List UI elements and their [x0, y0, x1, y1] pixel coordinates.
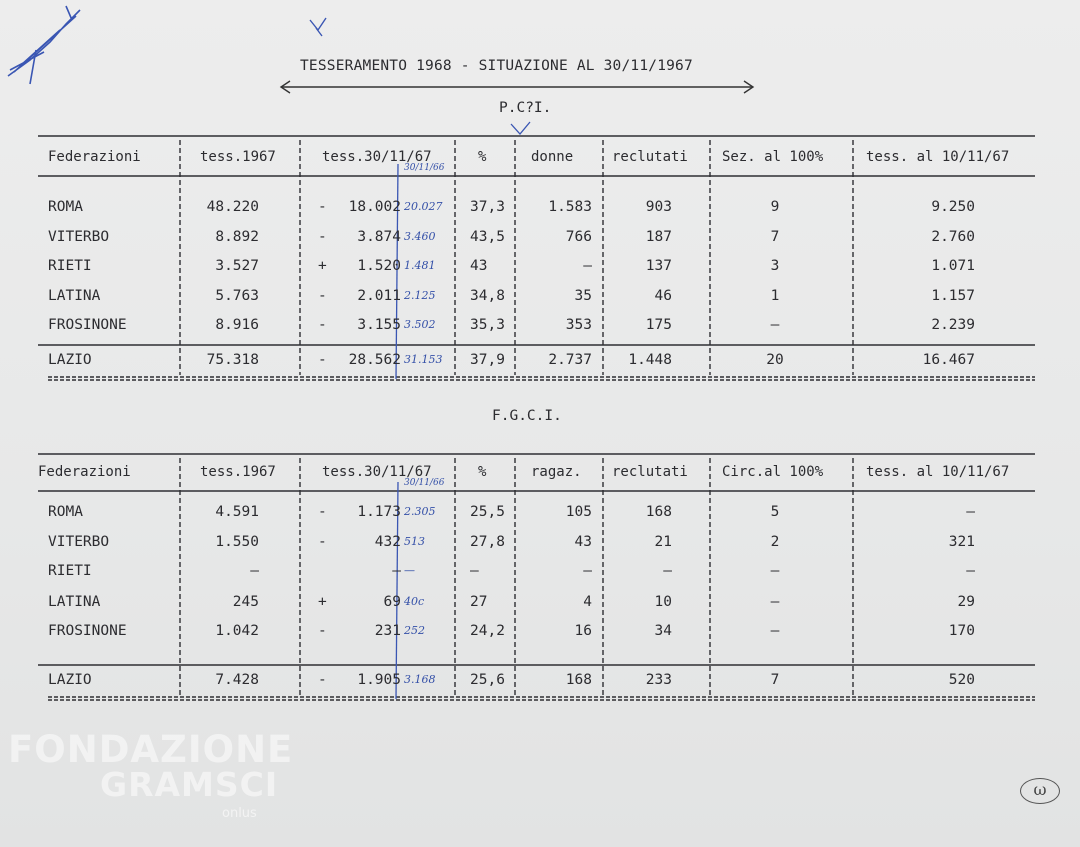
- row-0-sez: 5: [770, 504, 780, 520]
- total-row-federation: LAZIO: [48, 672, 92, 688]
- row-2-tess1967: 3.527: [215, 258, 259, 274]
- pen-header-note: 30/11/66: [404, 478, 445, 488]
- row-3-federation: LATINA: [48, 288, 101, 304]
- row-2-pen-note: 1.481: [404, 259, 436, 272]
- row-4-tess1967: 1.042: [215, 623, 259, 639]
- row-1-sez: 7: [770, 229, 780, 245]
- column-header-5: reclutati: [612, 464, 688, 480]
- column-header-7: tess. al 10/11/67: [866, 149, 1010, 165]
- row-4-t10: 170: [948, 623, 975, 639]
- row-2-sign: +: [318, 258, 327, 274]
- row-4-pct: 35,3: [470, 317, 505, 333]
- row-2-federation: RIETI: [48, 258, 92, 274]
- row-0-b: 105: [565, 504, 592, 520]
- row-2-b: –: [583, 258, 592, 274]
- row-0-federation: ROMA: [48, 199, 83, 215]
- row-0-rec: 168: [645, 504, 672, 520]
- total-row-sign: -: [318, 672, 327, 688]
- row-0-pen-note: 20.027: [404, 200, 443, 213]
- row-1-federation: VITERBO: [48, 229, 110, 245]
- watermark-line3: onlus: [222, 806, 257, 821]
- row-3-sign: +: [318, 594, 327, 610]
- row-0-t10: 9.250: [931, 199, 975, 215]
- row-1-pen-note: 513: [404, 535, 425, 548]
- column-header-2: tess.30/11/67: [322, 464, 432, 480]
- row-4-sign: -: [318, 623, 327, 639]
- total-row-pen-note: 31.153: [404, 353, 443, 366]
- row-3-pen-note: 40c: [404, 595, 425, 608]
- column-header-2: tess.30/11/67: [322, 149, 432, 165]
- total-row-b: 2.737: [548, 352, 592, 368]
- row-3-pct: 27: [470, 594, 488, 610]
- row-1-pen-note: 3.460: [404, 230, 436, 243]
- row-2-sez: 3: [770, 258, 780, 274]
- total-row-rec: 233: [645, 672, 672, 688]
- row-3-tess1967: 5.763: [215, 288, 259, 304]
- row-3-sign: -: [318, 288, 327, 304]
- column-header-5: reclutati: [612, 149, 688, 165]
- row-4-tess1967: 8.916: [215, 317, 259, 333]
- row-1-t10: 2.760: [931, 229, 975, 245]
- pen-header-note: 30/11/66: [404, 163, 445, 173]
- row-0-sez: 9: [770, 199, 780, 215]
- row-1-pct: 43,5: [470, 229, 505, 245]
- row-0-b: 1.583: [548, 199, 592, 215]
- row-1-sez: 2: [770, 534, 780, 550]
- total-row-pen-note: 3.168: [404, 673, 436, 686]
- row-2-tess30: –: [392, 563, 401, 579]
- row-2-pct: 43: [470, 258, 488, 274]
- row-3-t10: 1.157: [931, 288, 975, 304]
- row-1-rec: 21: [654, 534, 672, 550]
- row-1-b: 766: [565, 229, 592, 245]
- row-0-pen-note: 2.305: [404, 505, 436, 518]
- row-1-federation: VITERBO: [48, 534, 110, 550]
- row-3-federation: LATINA: [48, 594, 101, 610]
- row-1-t10: 321: [948, 534, 975, 550]
- row-1-b: 43: [574, 534, 592, 550]
- row-2-tess30: 1.520: [357, 258, 401, 274]
- row-3-sez: –: [770, 594, 780, 610]
- pci-heading: P.C?I.: [499, 100, 552, 116]
- row-2-pen-note: —: [404, 564, 415, 577]
- row-4-pct: 24,2: [470, 623, 505, 639]
- row-3-t10: 29: [957, 594, 975, 610]
- row-0-federation: ROMA: [48, 504, 83, 520]
- total-row-sez: 20: [766, 352, 784, 368]
- row-4-rec: 34: [654, 623, 672, 639]
- total-row-pct: 25,6: [470, 672, 505, 688]
- column-header-0: Federazioni: [48, 149, 141, 165]
- row-1-tess30: 3.874: [357, 229, 401, 245]
- row-4-sign: -: [318, 317, 327, 333]
- total-row-t10: 520: [948, 672, 975, 688]
- total-row-tess1967: 7.428: [215, 672, 259, 688]
- row-4-b: 16: [574, 623, 592, 639]
- column-header-6: Circ.al 100%: [722, 464, 824, 480]
- total-row-tess30: 1.905: [357, 672, 401, 688]
- total-row-federation: LAZIO: [48, 352, 92, 368]
- row-3-tess1967: 245: [232, 594, 259, 610]
- total-row-b: 168: [565, 672, 592, 688]
- total-row-sez: 7: [770, 672, 780, 688]
- row-2-rec: –: [663, 563, 672, 579]
- column-header-7: tess. al 10/11/67: [866, 464, 1010, 480]
- row-2-rec: 137: [645, 258, 672, 274]
- row-2-b: –: [583, 563, 592, 579]
- row-0-tess1967: 4.591: [215, 504, 259, 520]
- column-header-6: Sez. al 100%: [722, 149, 824, 165]
- row-0-pct: 37,3: [470, 199, 505, 215]
- row-2-t10: 1.071: [931, 258, 975, 274]
- row-0-pct: 25,5: [470, 504, 505, 520]
- row-0-tess30: 1.173: [357, 504, 401, 520]
- total-row-t10: 16.467: [922, 352, 975, 368]
- page-number-mark: ω: [1020, 778, 1060, 804]
- row-0-tess1967: 48.220: [206, 199, 259, 215]
- row-0-rec: 903: [645, 199, 672, 215]
- row-2-pct: –: [470, 563, 479, 579]
- row-3-b: 35: [574, 288, 592, 304]
- row-3-b: 4: [583, 594, 592, 610]
- row-4-tess30: 3.155: [357, 317, 401, 333]
- row-0-sign: -: [318, 199, 327, 215]
- row-4-pen-note: 252: [404, 624, 425, 637]
- row-3-rec: 46: [654, 288, 672, 304]
- row-1-tess30: 432: [374, 534, 401, 550]
- row-0-sign: -: [318, 504, 327, 520]
- column-header-3: %: [478, 464, 487, 480]
- row-1-rec: 187: [645, 229, 672, 245]
- row-4-pen-note: 3.502: [404, 318, 436, 331]
- row-1-tess1967: 1.550: [215, 534, 259, 550]
- row-1-sign: -: [318, 534, 327, 550]
- column-header-4: ragaz.: [531, 464, 582, 480]
- row-1-pct: 27,8: [470, 534, 505, 550]
- row-2-federation: RIETI: [48, 563, 92, 579]
- row-2-tess1967: –: [250, 563, 259, 579]
- total-row-tess1967: 75.318: [206, 352, 259, 368]
- row-3-sez: 1: [770, 288, 780, 304]
- row-4-tess30: 231: [374, 623, 401, 639]
- total-row-sign: -: [318, 352, 327, 368]
- row-4-sez: –: [770, 317, 780, 333]
- row-2-t10: –: [966, 563, 975, 579]
- row-3-pct: 34,8: [470, 288, 505, 304]
- total-row-pct: 37,9: [470, 352, 505, 368]
- column-header-0: Federazioni: [38, 464, 131, 480]
- row-3-rec: 10: [654, 594, 672, 610]
- row-4-b: 353: [565, 317, 592, 333]
- row-1-sign: -: [318, 229, 327, 245]
- row-3-pen-note: 2.125: [404, 289, 436, 302]
- row-3-tess30: 69: [383, 594, 401, 610]
- column-header-1: tess.1967: [200, 464, 276, 480]
- column-header-4: donne: [531, 149, 574, 165]
- row-2-sez: –: [770, 563, 780, 579]
- row-0-tess30: 18.002: [348, 199, 401, 215]
- watermark-line2: GRAMSCI: [100, 765, 279, 804]
- fgci-heading: F.G.C.I.: [492, 408, 562, 424]
- row-0-t10: –: [966, 504, 975, 520]
- page-title: TESSERAMENTO 1968 - SITUAZIONE AL 30/11/1967: [300, 58, 693, 74]
- row-1-tess1967: 8.892: [215, 229, 259, 245]
- column-header-3: %: [478, 149, 487, 165]
- row-4-federation: FROSINONE: [48, 317, 127, 333]
- watermark-line1: FONDAZIONE: [8, 728, 294, 771]
- row-4-federation: FROSINONE: [48, 623, 127, 639]
- row-4-rec: 175: [645, 317, 672, 333]
- row-4-t10: 2.239: [931, 317, 975, 333]
- row-4-sez: –: [770, 623, 780, 639]
- total-row-rec: 1.448: [628, 352, 672, 368]
- column-header-1: tess.1967: [200, 149, 276, 165]
- total-row-tess30: 28.562: [348, 352, 401, 368]
- row-3-tess30: 2.011: [357, 288, 401, 304]
